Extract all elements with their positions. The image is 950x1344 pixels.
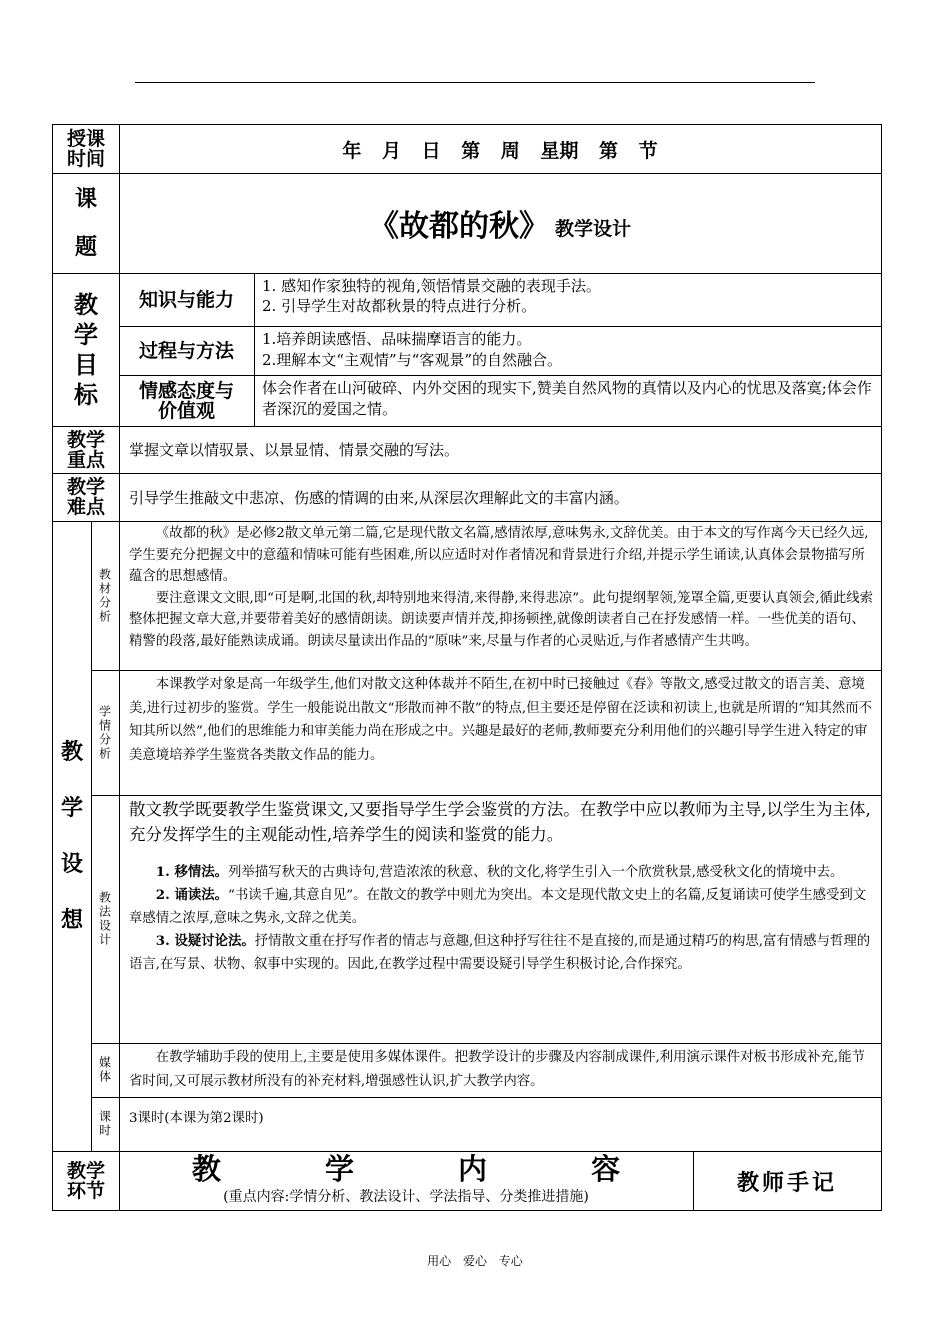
row-divider bbox=[91, 1043, 881, 1044]
method-intro: 散文教学既要教学生鉴赏课文,又要指导学生学会鉴赏的方法。在教学中应以教师为主导,以学生为主体,充分发挥学生的主观能动性,培养学生的阅读和鉴赏的能力。 bbox=[129, 800, 871, 844]
section-hours: 3课时(本课为第2课时) bbox=[129, 1111, 264, 1126]
section-paragraph: 要注意课文文眼,即“可是啊,北国的秋,却特别地来得清,来得静,来得悲凉”。此句提纲挈领,笼罩全篇,更要认真领会,循此线索整体把握文章大意,并要带着美好的感情朗读。朗读要声情并茂,抑扬顿挫,就像朗读者自己在抒发感情一样。一些优美的语句、精警的段落,最好能熟读成诵。朗读尽量读出作品的“原味”来,尽量与作者的心灵贴近,与作者感情产生共鸣。 bbox=[129, 590, 874, 649]
section-media bbox=[119, 1046, 881, 1097]
objective-text-process bbox=[254, 329, 881, 375]
design-label: 教学设想 bbox=[61, 739, 84, 933]
page-title: 《故都的秋》 bbox=[368, 209, 549, 244]
difficulty-label: 教学难点 bbox=[66, 476, 105, 518]
objective-line: 2. 引导学生对故都秋景的特点进行分析。 bbox=[262, 297, 537, 315]
content-subtitle: (重点内容:学情分析、教法设计、学法指导、分类推进措施) bbox=[223, 1189, 589, 1205]
lesson-plan-table bbox=[52, 124, 882, 1211]
objective-line: 1. 感知作家独特的视角,领悟情景交融的表现手法。 bbox=[262, 277, 601, 295]
method-item: 1. 移情法。列举描写秋天的古典诗句,营造浓浓的秋意、秋的文化,将学生引入一个欣赏秋景,感受秋文化的情境中去。 bbox=[155, 864, 844, 880]
title-area bbox=[119, 173, 881, 273]
time-value: 年 月 日 第 周 星期 第 节 bbox=[342, 139, 658, 162]
section-textbook bbox=[119, 523, 881, 670]
objective-line: 体会作者在山河破碎、内外交困的现实下,赞美自然风物的真情以及内心的忧思及落寞;体会作者深沉的爱国之情。 bbox=[262, 379, 872, 418]
key-point-label: 教学重点 bbox=[66, 428, 105, 471]
section-paragraph: 在教学辅助手段的使用上,主要是使用多媒体课件。把教学设计的步骤及内容制成课件,利用演示课件对板书形成补充,能节省时间,又可展示教材所没有的补充材料,增强感性认识,扩大教学内容。 bbox=[129, 1050, 865, 1089]
section-paragraph: 本课教学对象是高一年级学生,他们对散文这种体裁并不陌生,在初中时已接触过《春》等散文,感受过散文的语言美、意境美,进行过初步的鉴赏。学生一般能说出散文“形散而神不散”的特点,但主要还是停留在泛读和初读上,也就是所谓的“知其然而不知其所以然”,他们的思维能力和审美能力尚在形成之中。兴趣是最好的老师,教师要充分利用他们的兴趣引导学生进入特定的审美意境培养学生鉴赏各类散文作品的能力。 bbox=[129, 677, 873, 763]
content-header bbox=[119, 1151, 693, 1211]
objective-label-knowledge: 知识与能力 bbox=[138, 288, 234, 311]
section-students bbox=[119, 673, 881, 795]
content-title: 教 学 内 容 bbox=[191, 1152, 661, 1186]
section-label-media: 媒体 bbox=[97, 1056, 112, 1084]
time-label: 授课时间 bbox=[66, 128, 105, 170]
objective-text-emotion bbox=[254, 378, 881, 426]
section-label-hours: 课时 bbox=[97, 1110, 112, 1138]
row-divider bbox=[91, 670, 881, 671]
objectives-label: 教学目标 bbox=[74, 289, 98, 409]
objective-line: 1.培养朗读感悟、品味揣摩语言的能力。 bbox=[262, 330, 532, 348]
section-label-students: 学情分析 bbox=[97, 704, 112, 761]
objective-label-emotion: 情感态度与价值观 bbox=[138, 379, 234, 422]
steps-label: 教学环节 bbox=[66, 1160, 105, 1202]
section-method bbox=[119, 797, 881, 1043]
page-footer: 用心 爱心 专心 bbox=[427, 1254, 523, 1268]
section-label-textbook: 教材分析 bbox=[97, 567, 112, 624]
title-suffix: 教学设计 bbox=[554, 217, 631, 240]
teacher-notes-label: 教师手记 bbox=[736, 1169, 837, 1196]
row-divider bbox=[91, 795, 881, 796]
objective-text-knowledge bbox=[254, 276, 881, 326]
objective-label-process: 过程与方法 bbox=[138, 339, 234, 362]
method-item: 2. 诵读法。“书读千遍,其意自见”。在散文的教学中则尤为突出。本文是现代散文史上的名篇,反复诵读可使学生感受到文章感情之浓厚,意味之隽永,文辞之优美。 bbox=[129, 887, 867, 926]
section-paragraph: 《故都的秋》是必修2散文单元第二篇,它是现代散文名篇,感情浓厚,意味隽永,文辞优美。由于本文的写作离今天已经久远,学生要充分把握文中的意蕴和情味可能有些困难,所以应适时对作者情况和背景进行介绍,并提示学生诵读,认真体会景物描写所蕴含的思想感情。 bbox=[129, 526, 869, 584]
method-item: 3. 设疑讨论法。抒情散文重在抒写作者的情志与意趣,但这种抒写往往不是直接的,而是通过精巧的构思,富有情感与哲理的语言,在写景、状物、叙事中实现的。因此,在教学过程中需要设疑引导学生积极讨论,合作探究。 bbox=[129, 933, 871, 972]
header-rule bbox=[135, 82, 815, 83]
row-divider bbox=[53, 521, 881, 522]
section-label-method: 教法设计 bbox=[97, 891, 112, 947]
difficulty-text: 引导学生推敲文中悲凉、伤感的情调的由来,从深层次理解此文的丰富内涵。 bbox=[129, 488, 629, 507]
objective-line: 2.理解本文“主观情”与“客观景”的自然融合。 bbox=[262, 351, 562, 369]
key-point-text: 掌握文章以情驭景、以景显情、情景交融的写法。 bbox=[129, 441, 460, 459]
topic-label: 课 题 bbox=[74, 186, 97, 260]
